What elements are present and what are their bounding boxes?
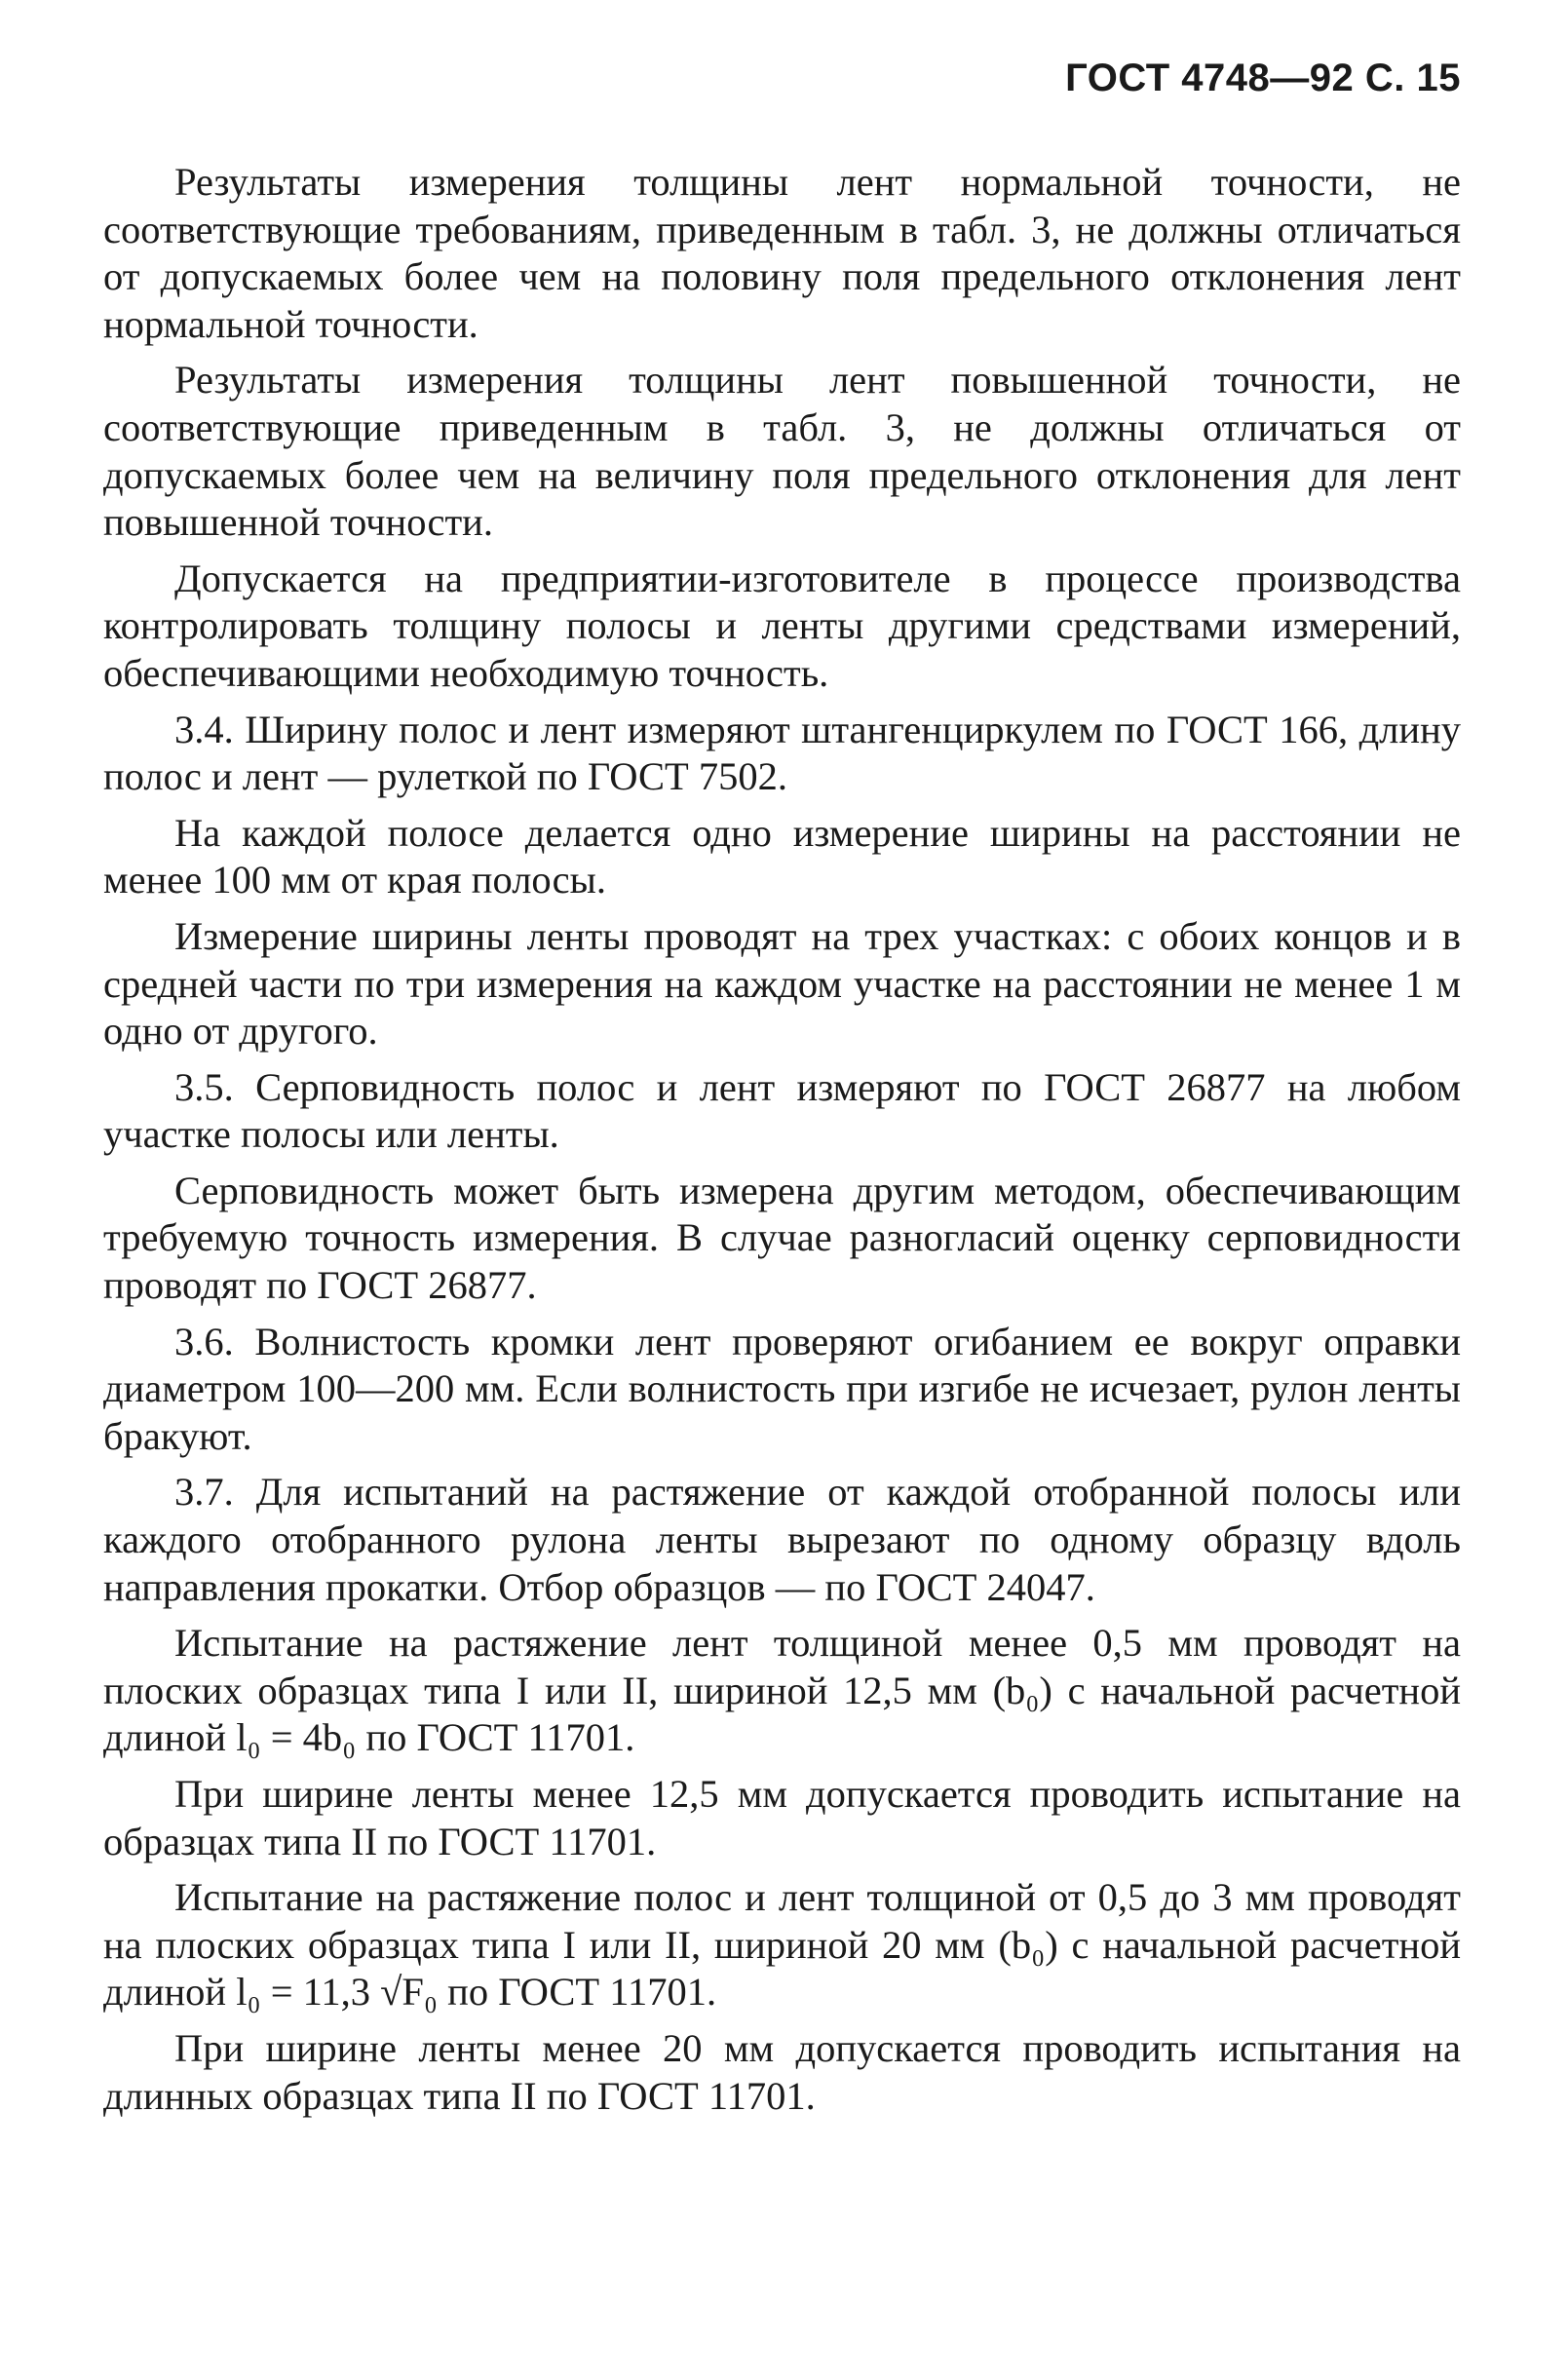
paragraph: 3.4. Ширину полос и лент измеряют штангенциркулем по ГОСТ 166, длину полос и лент — рулеткой по ГОСТ 7502.: [103, 707, 1461, 799]
paragraph: При ширине ленты менее 20 мм допускается проводить испытания на длинных образцах типа II по ГОСТ 11701.: [103, 2025, 1461, 2118]
document-body: [103, 159, 1461, 2120]
paragraph: Испытание на растяжение лент толщиной менее 0,5 мм проводят на плоских образцах типа I или II, шириной 12,5 мм (b₀) с начальной расчетной длиной l₀ = 4b₀ по ГОСТ 11701.: [103, 1621, 1461, 1760]
paragraph: Допускается на предприятии-изготовителе в процессе производства контролировать толщину полосы и ленты другими средствами измерений, обеспечивающими необходимую точность.: [103, 556, 1461, 695]
paragraph: На каждой полосе делается одно измерение ширины на расстоянии не менее 100 мм от края полосы.: [103, 810, 1461, 902]
paragraph: 3.6. Волнистость кромки лент проверяют огибанием ее вокруг оправки диаметром 100—200 мм. Если волнистость при изгибе не исчезает, рулон ленты бракуют.: [103, 1319, 1461, 1458]
paragraph: При ширине ленты менее 12,5 мм допускается проводить испытание на образцах типа II по ГОСТ 11701.: [103, 1772, 1461, 1863]
paragraph: 3.5. Серповидность полос и лент измеряют по ГОСТ 26877 на любом участке полосы или ленты.: [103, 1064, 1461, 1157]
paragraph: Результаты измерения толщины лент повышенной точности, не соответствующие приведенным в табл. 3, не должны отличаться от допускаемых более чем на величину поля предельного отклонения для лент повышенной точности.: [103, 358, 1461, 545]
paragraph: 3.7. Для испытаний на растяжение от каждой отобранной полосы или каждого отобранного рулона ленты вырезают по одному образцу вдоль направления прокатки. Отбор образцов — по ГОСТ 24047.: [103, 1470, 1461, 1609]
paragraph: Серповидность может быть измерена другим методом, обеспечивающим требуемую точность измерения. В случае разногласий оценку серповидности проводят по ГОСТ 26877.: [103, 1168, 1461, 1308]
paragraph: Измерение ширины ленты проводят на трех участках: с обоих концов и в средней части по три измерения на каждом участке на расстоянии не менее 1 м одно от другого.: [103, 913, 1461, 1054]
paragraph: Результаты измерения толщины лент нормальной точности, не соответствующие требованиям, приведенным в табл. 3, не должны отличаться от допускаемых более чем на половину поля предельного отклонения лент нормальной точности.: [103, 160, 1461, 346]
paragraph: Испытание на растяжение полос и лент толщиной от 0,5 до 3 мм проводят на плоских образцах типа I или II, шириной 20 мм (b₀) с начальной расчетной длиной l₀ = 11,3 √F₀ по ГОСТ 11701.: [103, 1875, 1461, 2015]
page-header: ГОСТ 4748—92 С. 15: [1065, 57, 1461, 99]
